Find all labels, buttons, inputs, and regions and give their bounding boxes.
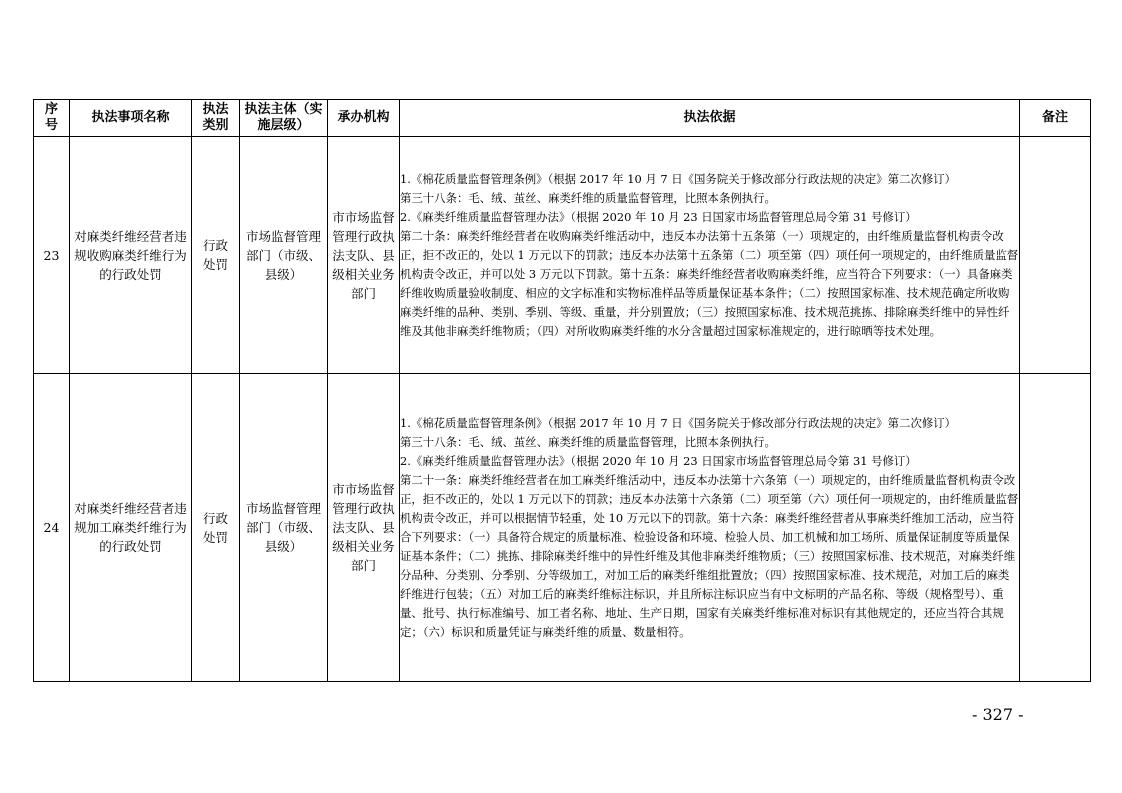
row-seq: 24: [34, 374, 70, 682]
basis-paragraph: 1.《棉花质量监督管理条例》（根据 2017 年 10 月 7 日《国务院关于修改部分行政法规的决定》第二次修订）: [400, 171, 957, 186]
basis-paragraph: 2.《麻类纤维质量监督管理办法》（根据 2020 年 10 月 23 日国家市场监督管理总局令第 31 号修订）: [400, 453, 917, 468]
row-subject: 市场监督管理部门（市级、县级）: [240, 374, 328, 682]
basis-paragraph: 第三十八条：毛、绒、茧丝、麻类纤维的质量监督管理，比照本条例执行。: [400, 190, 776, 205]
row-seq: 23: [34, 137, 70, 374]
header-category: 执法类别: [192, 100, 240, 137]
basis-paragraph: 第三十八条：毛、绒、茧丝、麻类纤维的质量监督管理，比照本条例执行。: [400, 434, 776, 449]
row-subject: 市场监督管理部门（市级、县级）: [240, 137, 328, 374]
row-basis: [400, 137, 1020, 374]
header-seq: 序号: [34, 100, 70, 137]
basis-paragraph: 第二十条：麻类纤维经营者在收购麻类纤维活动中，违反本办法第十五条第（一）项规定的，由纤维质量监督机构责令改正，拒不改正的，处以 1 万元以下的罚款；违反本办法第十五条第（二）项至第（四）项任何一项规定的，由纤维质量监督机构责令改正，并可以处 3 万元以下罚款。第十五条：麻类纤维经营者收购麻类纤维，应当符合下列要求：（一）具备麻类纤维收购质量验收制度、相应的文字标准和实物标准样品等质量保证基本条件；（二）按照国家标准、技术规范确定所收购麻类纤维的品种、类别、季别、等级、重量，并分别置放；（三）按照国家标准、技术规范挑拣、排除麻类纤维中的异性纤维及其他非麻类纤维物质；（四）对所收购麻类纤维的水分含量超过国家标准规定的，进行晾晒等技术处理。: [400, 228, 1019, 338]
row-agency: 市市场监督管理行政执法支队、县级相关业务部门: [328, 137, 400, 374]
header-agency: 承办机构: [328, 100, 400, 137]
row-name: 对麻类纤维经营者违规收购麻类纤维行为的行政处罚: [70, 137, 192, 374]
row-name: 对麻类纤维经营者违规加工麻类纤维行为的行政处罚: [70, 374, 192, 682]
basis-paragraph: 2.《麻类纤维质量监督管理办法》（根据 2020 年 10 月 23 日国家市场监督管理总局令第 31 号修订）: [400, 209, 917, 224]
header-subject: 执法主体（实施层级）: [240, 100, 328, 137]
row-basis: [400, 374, 1020, 682]
row-agency: 市市场监督管理行政执法支队、县级相关业务部门: [328, 374, 400, 682]
table-row: [34, 137, 1091, 374]
row-category: 行政处罚: [192, 374, 240, 682]
table-header-row: [34, 100, 1091, 137]
basis-paragraph: 1.《棉花质量监督管理条例》（根据 2017 年 10 月 7 日《国务院关于修改部分行政法规的决定》第二次修订）: [400, 415, 957, 430]
basis-paragraph: 第二十一条：麻类纤维经营者在加工麻类纤维活动中，违反本办法第十六条第（一）项规定的，由纤维质量监督机构责令改正，拒不改正的，处以 1 万元以下的罚款；违反本办法第十六条第（二）项至第（六）项任何一项规定的，由纤维质量监督机构责令改正，并可以根据情节轻重，处 10 万元以下的罚款。第十六条：麻类纤维经营者从事麻类纤维加工活动，应当符合下列要求：（一）具备符合规定的质量标准、检验设备和环境、检验人员、加工机械和加工场所、质量保证制度等质量保证基本条件；（二）挑拣、排除麻类纤维中的异性纤维及其他非麻类纤维物质；（三）按照国家标准、技术规范，对麻类纤维分品种、分类别、分季别、分等级加工，对加工后的麻类纤维组批置放；（四）按照国家标准、技术规范，对加工后的麻类纤维进行包装；（五）对加工后的麻类纤维标注标识，并且所标注标识应当有中文标明的产品名称、等级（规格型号）、重量、批号、执行标准编号、加工者名称、地址、生产日期，国家有关麻类纤维标准对标识有其他规定的，还应当符合其规定；（六）标识和质量凭证与麻类纤维的质量、数量相符。: [400, 472, 1019, 639]
header-name: 执法事项名称: [70, 100, 192, 137]
law-enforcement-table: [33, 99, 1091, 682]
header-basis: 执法依据: [400, 100, 1020, 137]
row-category: 行政处罚: [192, 137, 240, 374]
row-remarks: [1020, 137, 1091, 374]
row-remarks: [1020, 374, 1091, 682]
page-number: - 327 -: [972, 705, 1024, 724]
table-row: [34, 374, 1091, 682]
header-remarks: 备注: [1020, 100, 1091, 137]
